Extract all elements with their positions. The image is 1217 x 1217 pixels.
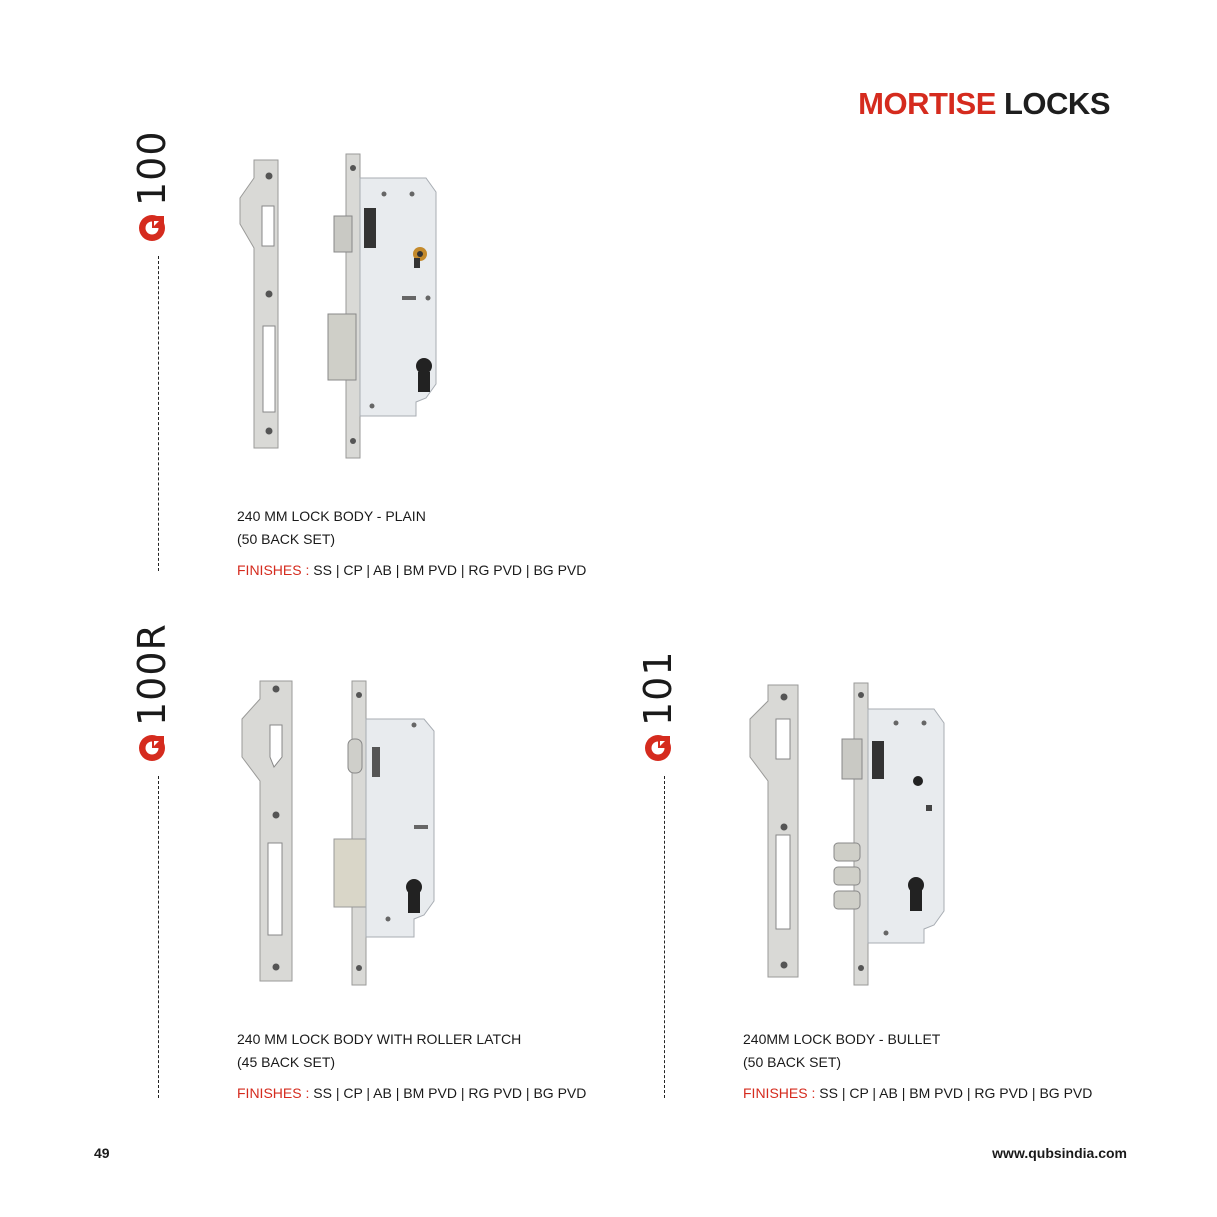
qubs-logo-icon xyxy=(138,214,166,242)
product-name: 240 MM LOCK BODY WITH ROLLER LATCH xyxy=(237,1031,522,1047)
product-code-text: 100R xyxy=(130,623,174,726)
website-link[interactable]: www.qubsindia.com xyxy=(992,1145,1127,1161)
product-backset: (50 BACK SET) xyxy=(237,531,336,547)
lock-body-roller-image xyxy=(228,675,488,991)
page-title xyxy=(858,86,1110,122)
finishes-list: SS | CP | AB | BM PVD | RG PVD | BG PVD xyxy=(819,1085,1093,1101)
product-finishes xyxy=(237,562,586,578)
qubs-logo-icon xyxy=(644,734,672,762)
product-code-text: 100 xyxy=(130,130,174,206)
product-finishes xyxy=(237,1085,586,1101)
product-divider xyxy=(158,776,159,1098)
product-finishes xyxy=(743,1085,1092,1101)
title-rest: LOCKS xyxy=(1004,86,1110,121)
product-backset: (50 BACK SET) xyxy=(743,1054,842,1070)
product-name: 240 MM LOCK BODY - PLAIN xyxy=(237,508,426,524)
product-divider xyxy=(664,776,665,1098)
title-accent: MORTISE xyxy=(858,86,996,121)
product-caption xyxy=(237,1028,521,1074)
product-code-text: 101 xyxy=(636,650,680,726)
finishes-list: SS | CP | AB | BM PVD | RG PVD | BG PVD xyxy=(313,562,587,578)
lock-body-bullet-image xyxy=(738,675,998,991)
product-caption xyxy=(743,1028,940,1074)
qubs-logo-icon xyxy=(138,734,166,762)
product-divider xyxy=(158,256,159,571)
product-name: 240MM LOCK BODY - BULLET xyxy=(743,1031,941,1047)
lock-body-plain-image xyxy=(232,148,492,464)
finishes-label: FINISHES : xyxy=(237,562,310,578)
finishes-label: FINISHES : xyxy=(237,1085,310,1101)
finishes-label: FINISHES : xyxy=(743,1085,816,1101)
product-caption xyxy=(237,505,426,551)
product-backset: (45 BACK SET) xyxy=(237,1054,336,1070)
page-number: 49 xyxy=(94,1145,110,1161)
finishes-list: SS | CP | AB | BM PVD | RG PVD | BG PVD xyxy=(313,1085,587,1101)
